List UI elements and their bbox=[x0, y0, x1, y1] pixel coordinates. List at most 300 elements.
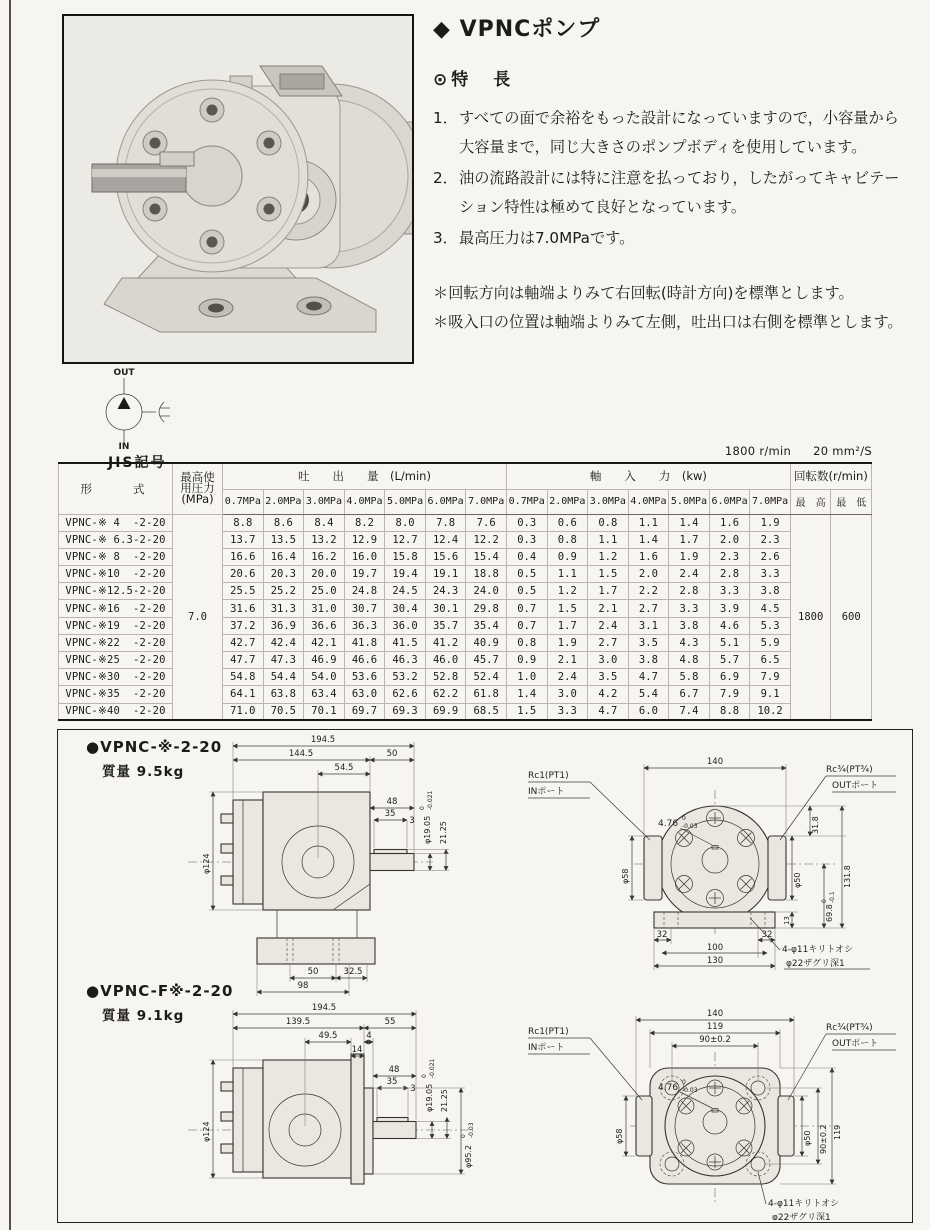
svg-text:-0.03: -0.03 bbox=[682, 1087, 698, 1094]
table-cell: 0.7 bbox=[506, 617, 547, 634]
table-cell: 69.3 bbox=[385, 703, 426, 720]
drawing2-side-view bbox=[188, 1003, 475, 1184]
svg-text:-0.021: -0.021 bbox=[429, 1058, 436, 1078]
jis-symbol bbox=[84, 366, 224, 450]
scan-edge-line bbox=[9, 0, 11, 1230]
table-cell: 2.1 bbox=[547, 652, 588, 669]
table-cell: 1.5 bbox=[588, 566, 629, 583]
table-cell: 2.2 bbox=[628, 583, 669, 600]
table-cell: 0.3 bbox=[506, 531, 547, 548]
table-cell: 2.4 bbox=[547, 669, 588, 686]
table-cell: 1.6 bbox=[628, 548, 669, 565]
table-cell: 54.4 bbox=[263, 669, 304, 686]
svg-text:31.8: 31.8 bbox=[811, 816, 820, 834]
table-cell: 30.1 bbox=[425, 600, 466, 617]
feature-text: 最高圧力は7.0MPaです。 bbox=[459, 229, 635, 247]
table-cell: 12.9 bbox=[344, 531, 385, 548]
table-cell: 2.3 bbox=[709, 548, 750, 565]
jis-symbol-block bbox=[84, 366, 224, 470]
svg-text:3: 3 bbox=[410, 1084, 416, 1094]
table-cell: 46.3 bbox=[385, 652, 426, 669]
col-header-input: 軸 入 力 (kw) bbox=[506, 463, 790, 489]
table-cell: 7.8 bbox=[425, 514, 466, 531]
svg-text:φ124: φ124 bbox=[202, 1121, 211, 1142]
table-cell: 2.1 bbox=[588, 600, 629, 617]
table-cell: 6.0 bbox=[628, 703, 669, 720]
table-cell: 4.7 bbox=[628, 669, 669, 686]
table-cell: VPNC-※40 -2-20 bbox=[59, 703, 173, 720]
table-cell: 8.8 bbox=[223, 514, 264, 531]
svg-text:φ19.05: φ19.05 bbox=[425, 1083, 434, 1112]
table-cell: 2.0 bbox=[628, 566, 669, 583]
table-cell: VPNC-※22 -2-20 bbox=[59, 634, 173, 651]
col-header-mpa: 5.0MPa bbox=[385, 489, 426, 514]
jis-label: JIS記号 bbox=[108, 455, 167, 471]
table-cell: 1.1 bbox=[628, 514, 669, 531]
feature-item bbox=[433, 104, 911, 162]
table-cell: 2.7 bbox=[628, 600, 669, 617]
table-cell: 4.7 bbox=[588, 703, 629, 720]
table-cell: 8.0 bbox=[385, 514, 426, 531]
svg-text:69.8: 69.8 bbox=[825, 904, 834, 922]
dim-spigot-dia bbox=[460, 1122, 475, 1168]
table-cell: 19.4 bbox=[385, 566, 426, 583]
table-cell: 8.2 bbox=[344, 514, 385, 531]
table-cell: 2.8 bbox=[669, 583, 710, 600]
col-header-mpa: 0.7MPa bbox=[506, 489, 547, 514]
table-cell: 36.0 bbox=[385, 617, 426, 634]
table-cell: 7.6 bbox=[466, 514, 507, 531]
svg-text:φ58: φ58 bbox=[615, 1128, 624, 1144]
table-cell: VPNC-※16 -2-20 bbox=[59, 600, 173, 617]
out-port-callout-2 bbox=[788, 1023, 896, 1100]
col-header-model: 形 式 bbox=[59, 463, 173, 514]
table-cell: 47.7 bbox=[223, 652, 264, 669]
table-cell: 2.8 bbox=[709, 566, 750, 583]
table-cell: 2.4 bbox=[669, 566, 710, 583]
svg-text:φ50: φ50 bbox=[793, 872, 802, 888]
in-port-callout-2 bbox=[528, 1027, 642, 1100]
table-cell: 600 bbox=[831, 514, 872, 720]
features-list bbox=[433, 104, 911, 253]
svg-text:48: 48 bbox=[386, 797, 398, 807]
table-cell: VPNC-※12.5-2-20 bbox=[59, 583, 173, 600]
svg-text:4-φ11キリトオシ: 4-φ11キリトオシ bbox=[768, 1199, 840, 1209]
table-cell: 1.7 bbox=[588, 583, 629, 600]
drawing2-mass: 質量 9.1kg bbox=[102, 1008, 185, 1024]
svg-text:90±0.2: 90±0.2 bbox=[699, 1035, 731, 1045]
table-cell: 5.8 bbox=[669, 669, 710, 686]
table-cell: 6.5 bbox=[750, 652, 791, 669]
intro-column bbox=[433, 12, 911, 337]
table-cell: VPNC-※35 -2-20 bbox=[59, 686, 173, 703]
svg-text:55: 55 bbox=[384, 1017, 396, 1027]
svg-text:21.25: 21.25 bbox=[439, 821, 448, 844]
table-cell: 1800 bbox=[790, 514, 831, 720]
table-cell: 7.0 bbox=[173, 514, 223, 720]
table-cell: 9.1 bbox=[750, 686, 791, 703]
table-cell: 13.7 bbox=[223, 531, 264, 548]
table-cell: 64.1 bbox=[223, 686, 264, 703]
feature-text: すべての面で余裕をもった設計になっていますので，小容量から大容量まで，同じ大きさのポンプボディを使用しています。 bbox=[459, 109, 899, 156]
table-cell: 24.3 bbox=[425, 583, 466, 600]
table-cell: 2.7 bbox=[588, 634, 629, 651]
svg-text:119: 119 bbox=[833, 1124, 842, 1140]
svg-text:140: 140 bbox=[706, 1009, 724, 1019]
col-header-mpa: 2.0MPa bbox=[547, 489, 588, 514]
svg-text:50: 50 bbox=[307, 967, 319, 977]
table-cell: 41.2 bbox=[425, 634, 466, 651]
svg-text:φ124: φ124 bbox=[202, 853, 211, 874]
svg-text:Rc¾(PT¾): Rc¾(PT¾) bbox=[826, 765, 873, 775]
table-cell: 31.6 bbox=[223, 600, 264, 617]
table-row bbox=[59, 514, 872, 531]
col-header-mpa: 0.7MPa bbox=[223, 489, 264, 514]
table-cell: 37.2 bbox=[223, 617, 264, 634]
spec-table bbox=[58, 462, 872, 721]
table-cell: 1.6 bbox=[709, 514, 750, 531]
table-cell: 62.6 bbox=[385, 686, 426, 703]
table-cell: 70.5 bbox=[263, 703, 304, 720]
table-cell: 3.5 bbox=[628, 634, 669, 651]
table-cell: 13.5 bbox=[263, 531, 304, 548]
svg-text:0: 0 bbox=[682, 815, 686, 822]
table-cell: VPNC-※19 -2-20 bbox=[59, 617, 173, 634]
table-cell: 3.3 bbox=[750, 566, 791, 583]
table-cell: 1.5 bbox=[547, 600, 588, 617]
table-cell: 2.4 bbox=[588, 617, 629, 634]
table-cell: 36.3 bbox=[344, 617, 385, 634]
svg-text:φ22ザグリ深1: φ22ザグリ深1 bbox=[772, 1213, 831, 1220]
svg-text:Rc¾(PT¾): Rc¾(PT¾) bbox=[826, 1023, 873, 1033]
table-cell: 0.5 bbox=[506, 566, 547, 583]
table-cell: 1.9 bbox=[547, 634, 588, 651]
dim-698 bbox=[821, 891, 836, 922]
table-cell: 5.9 bbox=[750, 634, 791, 651]
table-cell: 35.7 bbox=[425, 617, 466, 634]
table-cell: 1.4 bbox=[506, 686, 547, 703]
table-cell: 47.3 bbox=[263, 652, 304, 669]
svg-text:35: 35 bbox=[386, 1077, 398, 1087]
condition-viscosity: 20 mm²/S bbox=[813, 444, 872, 458]
table-cell: 10.2 bbox=[750, 703, 791, 720]
svg-text:0: 0 bbox=[460, 1134, 467, 1138]
table-cell: 0.6 bbox=[547, 514, 588, 531]
table-cell: 1.7 bbox=[547, 617, 588, 634]
table-cell: 12.4 bbox=[425, 531, 466, 548]
pressure-header-line: 最高使 bbox=[180, 470, 215, 485]
table-cell: 1.5 bbox=[506, 703, 547, 720]
col-header-pressure bbox=[173, 463, 223, 514]
col-header-mpa: 7.0MPa bbox=[750, 489, 791, 514]
test-conditions bbox=[560, 444, 872, 458]
table-cell: VPNC-※ 6.3-2-20 bbox=[59, 531, 173, 548]
table-cell: 19.1 bbox=[425, 566, 466, 583]
table-cell: 0.9 bbox=[547, 548, 588, 565]
table-cell: 1.9 bbox=[750, 514, 791, 531]
svg-text:OUTポート: OUTポート bbox=[832, 781, 879, 791]
out-port-callout-1 bbox=[780, 765, 896, 840]
svg-text:Rc1(PT1): Rc1(PT1) bbox=[528, 771, 569, 781]
table-cell: 29.8 bbox=[466, 600, 507, 617]
feature-number: 3． bbox=[433, 229, 458, 247]
table-cell: 2.3 bbox=[750, 531, 791, 548]
drawing2-title: ●VPNC-F※-2-20 bbox=[86, 982, 234, 1000]
svg-text:98: 98 bbox=[297, 981, 309, 991]
table-cell: 4.2 bbox=[588, 686, 629, 703]
table-cell: 4.3 bbox=[669, 634, 710, 651]
pressure-header-line: (MPa) bbox=[181, 492, 214, 507]
svg-text:130: 130 bbox=[706, 956, 724, 966]
col-header-mpa: 3.0MPa bbox=[588, 489, 629, 514]
svg-text:194.5: 194.5 bbox=[310, 735, 336, 745]
dim-shaft-dia bbox=[419, 790, 434, 844]
table-cell: 0.3 bbox=[506, 514, 547, 531]
svg-text:φ95.2: φ95.2 bbox=[464, 1144, 473, 1168]
table-cell: 3.0 bbox=[588, 652, 629, 669]
table-cell: 0.8 bbox=[588, 514, 629, 531]
table-cell: 0.9 bbox=[506, 652, 547, 669]
table-cell: 4.8 bbox=[669, 652, 710, 669]
feature-item bbox=[433, 164, 911, 222]
table-cell: 46.9 bbox=[304, 652, 345, 669]
svg-text:0: 0 bbox=[421, 1074, 428, 1078]
drawing1-mass: 質量 9.5kg bbox=[102, 764, 185, 780]
table-cell: 8.6 bbox=[263, 514, 304, 531]
table-cell: 0.7 bbox=[506, 600, 547, 617]
in-port-callout-1 bbox=[528, 771, 650, 840]
table-cell: 4.5 bbox=[750, 600, 791, 617]
jis-out-label: OUT bbox=[113, 368, 135, 378]
svg-text:0: 0 bbox=[821, 899, 828, 903]
table-cell: 63.0 bbox=[344, 686, 385, 703]
table-cell: 13.2 bbox=[304, 531, 345, 548]
svg-text:32: 32 bbox=[656, 930, 668, 940]
svg-text:35: 35 bbox=[384, 809, 396, 819]
page-title: ◆ VPNCポンプ bbox=[433, 17, 601, 42]
table-cell: 16.6 bbox=[223, 548, 264, 565]
drawing2-rear-view bbox=[528, 1009, 896, 1220]
table-cell: 45.7 bbox=[466, 652, 507, 669]
features-heading: ⊙特 長 bbox=[433, 70, 515, 90]
table-cell: 3.9 bbox=[709, 600, 750, 617]
table-cell: 1.1 bbox=[547, 566, 588, 583]
col-header-mpa: 4.0MPa bbox=[628, 489, 669, 514]
table-cell: 8.8 bbox=[709, 703, 750, 720]
table-cell: 20.3 bbox=[263, 566, 304, 583]
table-cell: 25.2 bbox=[263, 583, 304, 600]
svg-text:Rc1(PT1): Rc1(PT1) bbox=[528, 1027, 569, 1037]
table-cell: 24.5 bbox=[385, 583, 426, 600]
table-cell: 3.1 bbox=[628, 617, 669, 634]
spec-table-wrap bbox=[58, 462, 872, 721]
table-cell: 12.7 bbox=[385, 531, 426, 548]
col-header-speed-min: 最 低 bbox=[831, 489, 872, 514]
technical-drawings bbox=[58, 730, 910, 1220]
table-cell: 16.0 bbox=[344, 548, 385, 565]
svg-text:-0.021: -0.021 bbox=[427, 790, 434, 810]
svg-text:4.76: 4.76 bbox=[658, 819, 679, 829]
table-cell: 3.8 bbox=[750, 583, 791, 600]
table-cell: 3.3 bbox=[547, 703, 588, 720]
table-cell: 36.9 bbox=[263, 617, 304, 634]
table-cell: 1.1 bbox=[588, 531, 629, 548]
svg-text:48: 48 bbox=[388, 1065, 400, 1075]
svg-text:32.5: 32.5 bbox=[343, 967, 363, 977]
table-cell: 1.7 bbox=[669, 531, 710, 548]
table-cell: 63.4 bbox=[304, 686, 345, 703]
table-cell: 69.9 bbox=[425, 703, 466, 720]
table-cell: 63.8 bbox=[263, 686, 304, 703]
table-cell: 3.8 bbox=[628, 652, 669, 669]
svg-text:φ50: φ50 bbox=[803, 1130, 812, 1146]
table-cell: 1.2 bbox=[588, 548, 629, 565]
table-cell: 1.9 bbox=[669, 548, 710, 565]
spec-table-body bbox=[59, 514, 872, 720]
table-cell: 1.0 bbox=[506, 669, 547, 686]
note-line: ＊回転方向は軸端よりみて右回転(時計方向)を標準とします。 bbox=[433, 284, 854, 302]
table-cell: 1.2 bbox=[547, 583, 588, 600]
table-cell: 69.7 bbox=[344, 703, 385, 720]
table-cell: 36.6 bbox=[304, 617, 345, 634]
table-cell: 16.2 bbox=[304, 548, 345, 565]
table-cell: 40.9 bbox=[466, 634, 507, 651]
table-cell: 35.4 bbox=[466, 617, 507, 634]
table-cell: 3.5 bbox=[588, 669, 629, 686]
pressure-header-line: 用圧力 bbox=[180, 481, 215, 496]
col-header-mpa: 7.0MPa bbox=[466, 489, 507, 514]
svg-text:INポート: INポート bbox=[528, 787, 565, 797]
table-cell: 16.4 bbox=[263, 548, 304, 565]
feature-number: 2． bbox=[433, 169, 458, 187]
svg-text:32: 32 bbox=[761, 930, 773, 940]
table-cell: 70.1 bbox=[304, 703, 345, 720]
drawings-box bbox=[57, 729, 913, 1223]
svg-text:54.5: 54.5 bbox=[334, 763, 354, 773]
table-cell: 0.8 bbox=[506, 634, 547, 651]
svg-text:φ19.05: φ19.05 bbox=[423, 815, 432, 844]
table-cell: 3.0 bbox=[547, 686, 588, 703]
table-cell: 20.0 bbox=[304, 566, 345, 583]
table-cell: 18.8 bbox=[466, 566, 507, 583]
svg-text:50: 50 bbox=[386, 749, 398, 759]
table-cell: 2.6 bbox=[750, 548, 791, 565]
table-cell: 4.6 bbox=[709, 617, 750, 634]
svg-text:140: 140 bbox=[706, 757, 724, 767]
col-header-mpa: 6.0MPa bbox=[425, 489, 466, 514]
svg-text:0: 0 bbox=[419, 806, 426, 810]
table-cell: 53.2 bbox=[385, 669, 426, 686]
table-cell: 25.5 bbox=[223, 583, 264, 600]
table-cell: 0.8 bbox=[547, 531, 588, 548]
table-cell: 24.0 bbox=[466, 583, 507, 600]
feature-text: 油の流路設計には特に注意を払っており，したがってキャビテーション特性は極めて良好となっています。 bbox=[459, 169, 900, 216]
svg-text:194.5: 194.5 bbox=[311, 1003, 337, 1013]
table-cell: 30.4 bbox=[385, 600, 426, 617]
table-cell: 7.4 bbox=[669, 703, 710, 720]
table-cell: VPNC-※ 4 -2-20 bbox=[59, 514, 173, 531]
feature-item bbox=[433, 224, 911, 253]
drawing1-title-block bbox=[86, 738, 222, 780]
table-cell: 42.1 bbox=[304, 634, 345, 651]
col-header-mpa: 3.0MPa bbox=[304, 489, 345, 514]
svg-text:144.5: 144.5 bbox=[288, 749, 314, 759]
table-cell: 8.4 bbox=[304, 514, 345, 531]
note-line: ＊吸入口の位置は軸端よりみて左側，吐出口は右側を標準とします。 bbox=[433, 313, 903, 331]
svg-text:49.5: 49.5 bbox=[318, 1031, 338, 1041]
col-header-mpa: 4.0MPa bbox=[344, 489, 385, 514]
table-cell: 68.5 bbox=[466, 703, 507, 720]
table-cell: 5.4 bbox=[628, 686, 669, 703]
drawing1-side-view bbox=[188, 735, 449, 996]
table-cell: 41.5 bbox=[385, 634, 426, 651]
drawing1-rear-view bbox=[528, 757, 896, 970]
table-cell: 3.8 bbox=[669, 617, 710, 634]
table-cell: VPNC-※10 -2-20 bbox=[59, 566, 173, 583]
table-cell: 52.4 bbox=[466, 669, 507, 686]
svg-text:21.25: 21.25 bbox=[440, 1089, 449, 1112]
svg-text:-0.03: -0.03 bbox=[468, 1122, 475, 1138]
svg-text:INポート: INポート bbox=[528, 1043, 565, 1053]
jis-in-label: IN bbox=[118, 442, 130, 450]
col-header-discharge: 吐 出 量 (L/min) bbox=[223, 463, 507, 489]
table-cell: 2.0 bbox=[709, 531, 750, 548]
svg-text:φ22ザグリ深1: φ22ザグリ深1 bbox=[786, 959, 845, 969]
table-cell: 19.7 bbox=[344, 566, 385, 583]
table-cell: VPNC-※ 8 -2-20 bbox=[59, 548, 173, 565]
table-cell: 62.2 bbox=[425, 686, 466, 703]
svg-text:0: 0 bbox=[682, 1079, 686, 1086]
table-cell: 1.4 bbox=[669, 514, 710, 531]
table-cell: 24.8 bbox=[344, 583, 385, 600]
table-cell: 5.1 bbox=[709, 634, 750, 651]
table-cell: 71.0 bbox=[223, 703, 264, 720]
table-cell: 54.0 bbox=[304, 669, 345, 686]
table-cell: 46.6 bbox=[344, 652, 385, 669]
col-header-mpa: 5.0MPa bbox=[669, 489, 710, 514]
table-cell: 25.0 bbox=[304, 583, 345, 600]
table-cell: 42.4 bbox=[263, 634, 304, 651]
svg-text:139.5: 139.5 bbox=[285, 1017, 311, 1027]
table-cell: 52.8 bbox=[425, 669, 466, 686]
table-cell: 0.4 bbox=[506, 548, 547, 565]
dim-shaft-dia-2 bbox=[421, 1058, 436, 1112]
svg-text:φ58: φ58 bbox=[621, 868, 630, 884]
table-cell: 54.8 bbox=[223, 669, 264, 686]
table-cell: VPNC-※25 -2-20 bbox=[59, 652, 173, 669]
table-cell: 15.4 bbox=[466, 548, 507, 565]
dim-key-height-2 bbox=[440, 1089, 449, 1112]
col-header-speed-max: 最 高 bbox=[790, 489, 831, 514]
table-cell: 3.3 bbox=[709, 583, 750, 600]
svg-text:131.8: 131.8 bbox=[843, 865, 852, 888]
table-cell: 5.3 bbox=[750, 617, 791, 634]
svg-text:90±0.2: 90±0.2 bbox=[819, 1124, 828, 1154]
svg-text:4: 4 bbox=[366, 1031, 372, 1041]
svg-text:4.76: 4.76 bbox=[658, 1083, 679, 1093]
drawing1-title: ●VPNC-※-2-20 bbox=[86, 738, 223, 756]
condition-speed: 1800 r/min bbox=[724, 444, 792, 458]
table-cell: 30.7 bbox=[344, 600, 385, 617]
table-cell: 5.7 bbox=[709, 652, 750, 669]
table-cell: 1.4 bbox=[628, 531, 669, 548]
table-cell: 15.6 bbox=[425, 548, 466, 565]
table-cell: 53.6 bbox=[344, 669, 385, 686]
svg-text:OUTポート: OUTポート bbox=[832, 1039, 879, 1049]
table-cell: 42.7 bbox=[223, 634, 264, 651]
svg-text:119: 119 bbox=[706, 1022, 724, 1032]
table-cell: 20.6 bbox=[223, 566, 264, 583]
